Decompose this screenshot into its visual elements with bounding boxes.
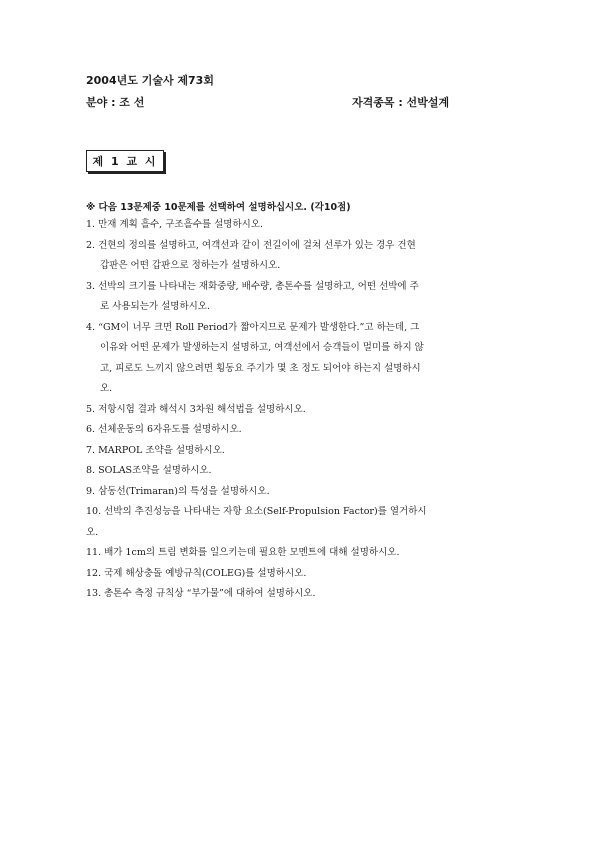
question-text: 10. 선박의 추진성능을 나타내는 자항 요소(Self-Propulsion Factor)를 열거하시	[86, 506, 427, 517]
question-text: 6. 선체운동의 6자유도를 설명하시오.	[86, 424, 242, 435]
question-list	[86, 215, 514, 605]
question-item	[86, 441, 514, 462]
question-item	[86, 318, 514, 400]
question-text-continuation: 오.	[100, 383, 113, 394]
question-text-continuation: 이유와 어떤 문제가 발생하는지 설명하고, 여객선에서 승객들이 멀미를 하지 않	[100, 342, 424, 353]
question-text: 7. MARPOL 조약을 설명하시오.	[86, 444, 225, 456]
question-item	[86, 584, 514, 605]
question-text: 1. 만재 계획 흘수, 구조흘수를 설명하시오.	[86, 219, 264, 230]
question-item	[86, 400, 514, 421]
category-label: 자격종목 : 선박설계	[352, 96, 450, 109]
question-item	[86, 420, 514, 441]
question-text: 13. 총톤수 측정 규칙상 “부가물”에 대하여 설명하시오.	[86, 588, 316, 599]
question-item	[86, 564, 514, 585]
question-text: 12. 국제 해상충돌 예방규칙(COLEG)를 설명하시오.	[86, 567, 307, 579]
question-text: 5. 저항시험 결과 해석시 3차원 해석법을 설명하시오.	[86, 403, 306, 415]
question-item	[86, 502, 514, 543]
question-text: 8. SOLAS조약을 설명하시오.	[86, 465, 212, 476]
question-text-continuation: 오.	[86, 526, 99, 538]
exam-title: 2004년도 기술사 제73회	[86, 74, 214, 87]
field-label: 분야 : 조 선	[86, 96, 145, 109]
question-text: 3. 선박의 크기를 나타내는 재화중량, 배수량, 총톤수를 설명하고, 어떤 선박에 주	[86, 280, 419, 292]
instruction-text: ※ 다음 13문제중 10문제를 선택하여 설명하십시오. (각10점)	[86, 202, 351, 213]
question-text-continuation: 고, 피로도 느끼지 않으려면 횡동요 주기가 몇 초 정도 되어야 하는지 설명하시	[100, 362, 421, 374]
question-text: 9. 삼동선(Trimaran)의 특성을 설명하시오.	[86, 485, 270, 497]
question-item	[86, 482, 514, 503]
question-item	[86, 543, 514, 564]
question-text-continuation: 갑판은 어떤 갑판으로 정하는가 설명하시오.	[100, 260, 281, 271]
question-text-continuation: 로 사용되는가 설명하시오.	[100, 301, 211, 312]
question-text: 11. 배가 1cm의 트림 변화를 일으키는데 필요한 모멘트에 대해 설명하시오.	[86, 547, 400, 558]
question-text: 2. 건현의 정의를 설명하고, 여객선과 같이 전길이에 걸쳐 선루가 있는 경우 건현	[86, 239, 416, 251]
session-label: 제 1 교 시	[92, 155, 158, 168]
question-item	[86, 236, 514, 277]
question-item	[86, 277, 514, 318]
question-item	[86, 215, 514, 236]
question-text: 4. “GM이 너무 크면 Roll Period가 짧아지므로 문제가 발생한다.”고 하는데, 그	[86, 321, 420, 333]
question-item	[86, 461, 514, 482]
session-badge	[86, 150, 164, 172]
